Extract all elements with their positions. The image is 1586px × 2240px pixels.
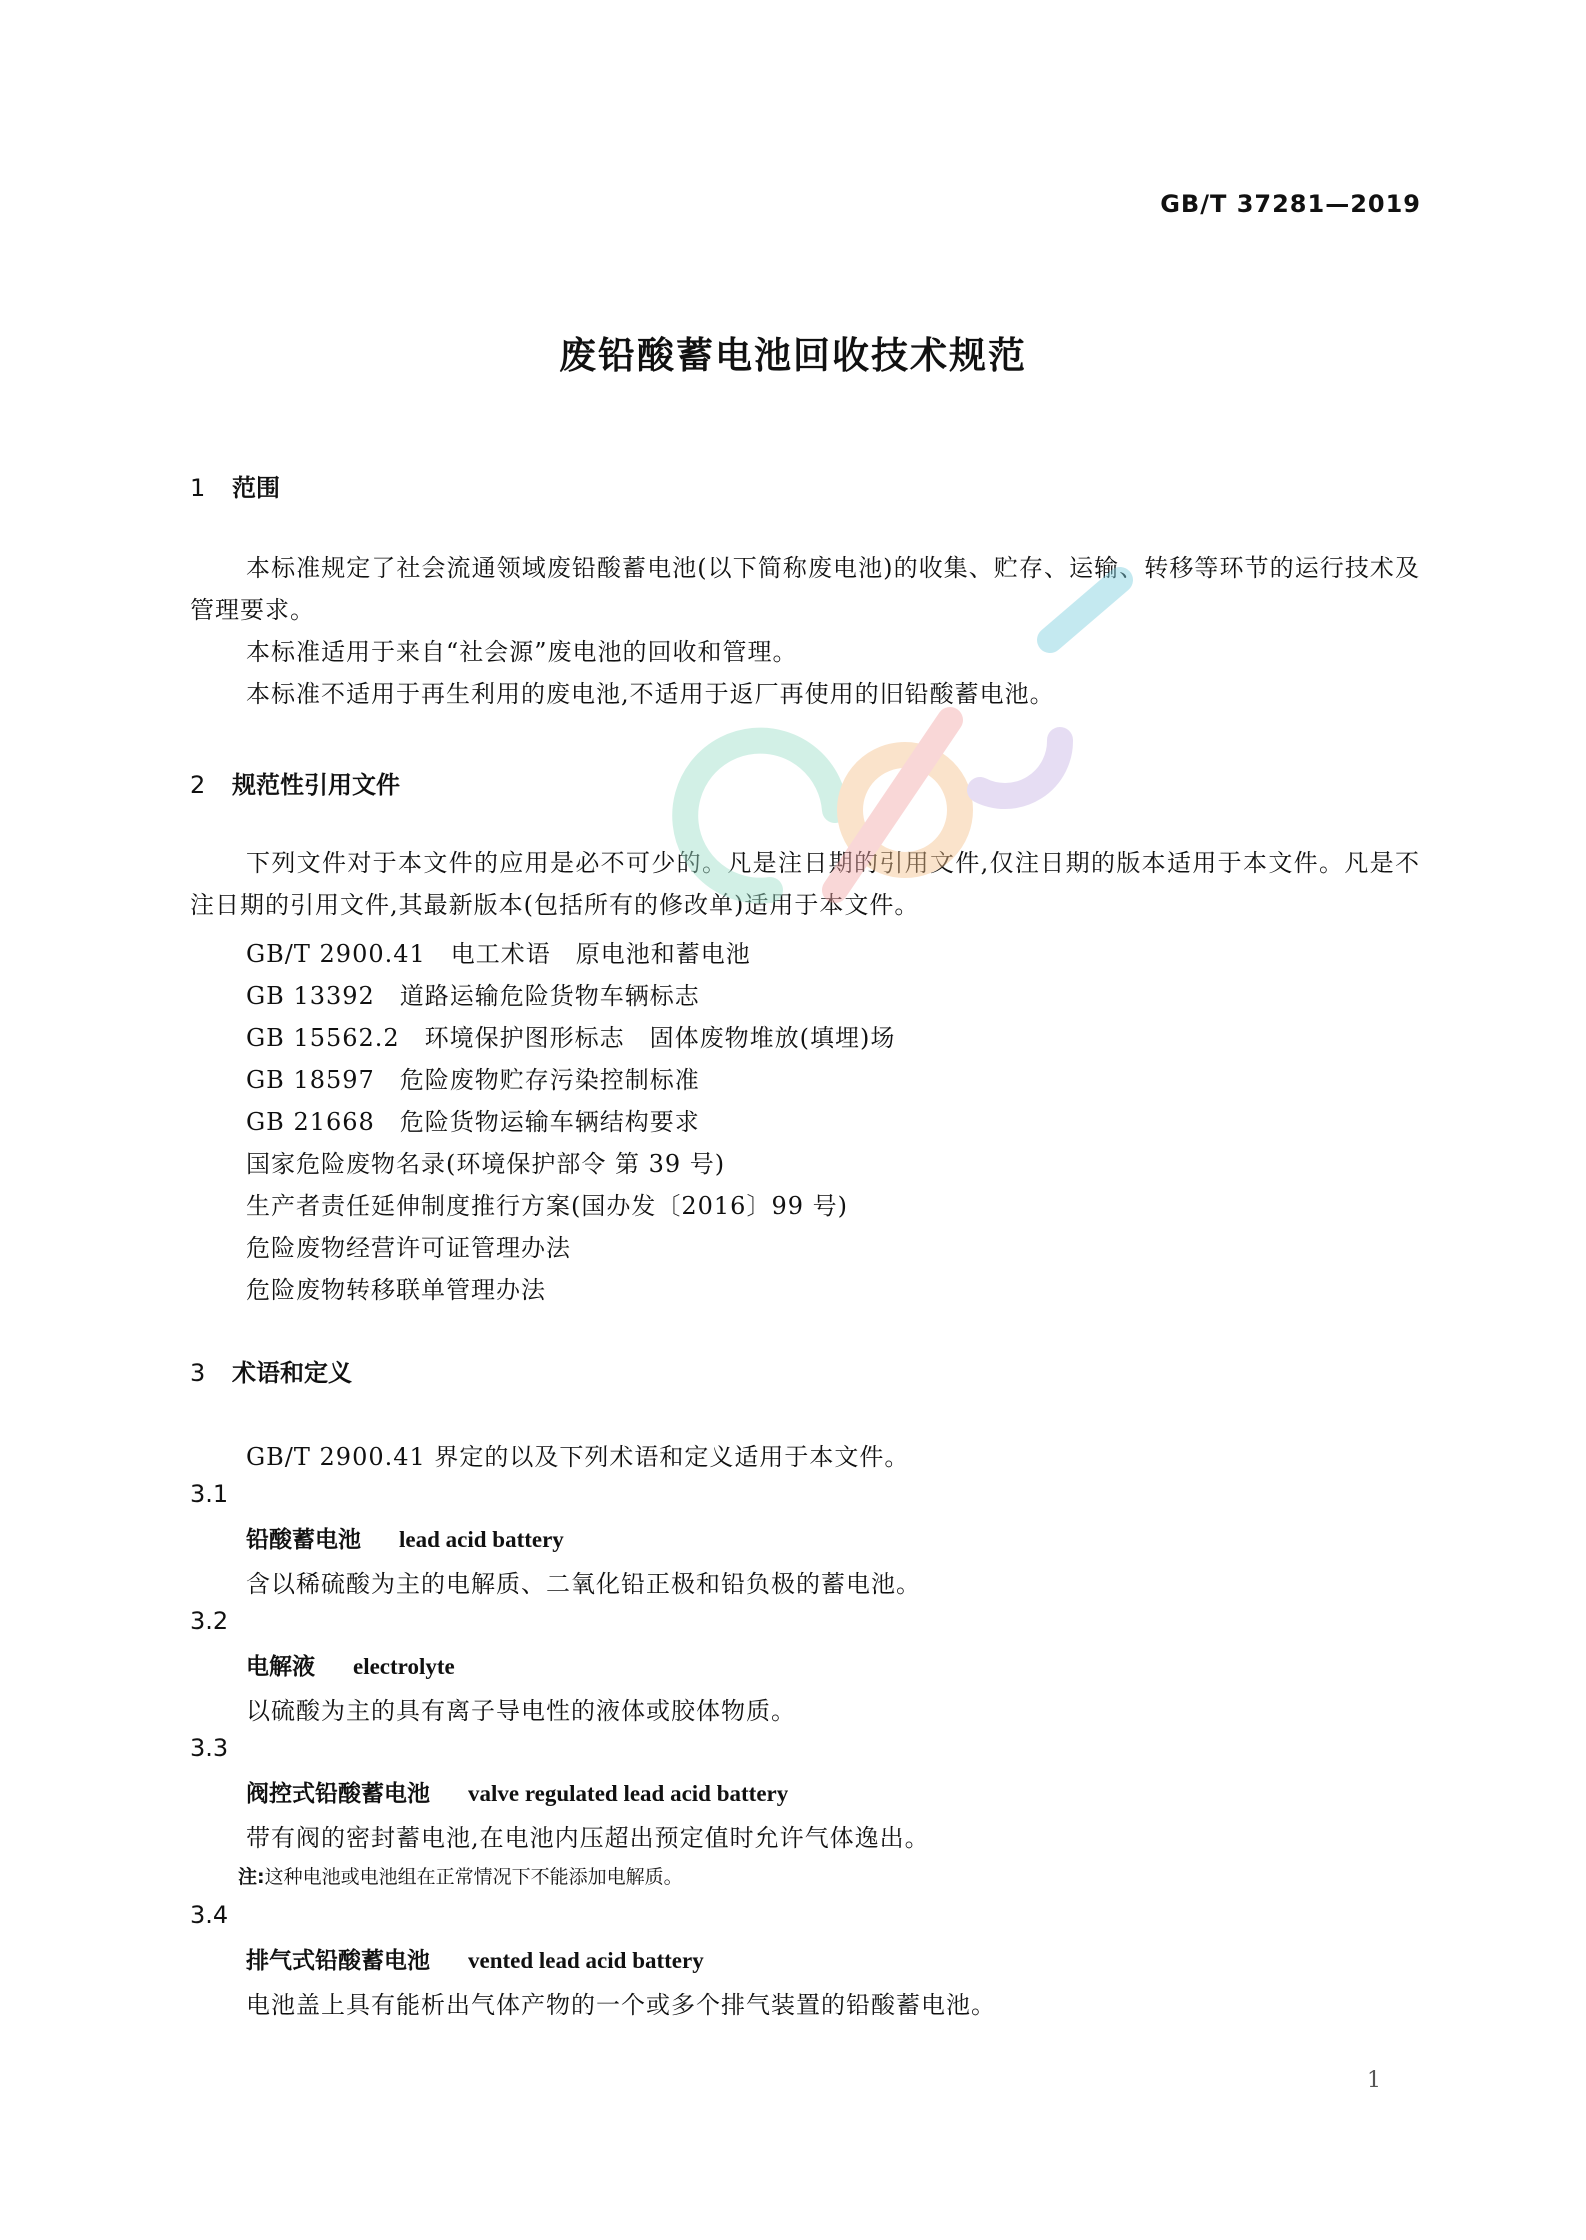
section-number: 1 — [190, 474, 206, 502]
reference-item: 危险废物经营许可证管理办法 — [246, 1234, 571, 1262]
section-3-heading — [190, 1353, 352, 1388]
reference-item: 生产者责任延伸制度推行方案(国办发〔2016〕99 号) — [246, 1192, 848, 1220]
term-chinese: 排气式铅酸蓄电池 — [246, 1948, 430, 1974]
reference-item: 国家危险废物名录(环境保护部令 第 39 号) — [246, 1150, 726, 1178]
term-chinese: 电解液 — [246, 1654, 315, 1680]
term-entry — [246, 1775, 788, 1808]
scope-paragraph-3: 本标准不适用于再生利用的废电池,不适用于返厂再使用的旧铅酸蓄电池。 — [246, 680, 1055, 708]
refs-intro-paragraph: 下列文件对于本文件的应用是必不可少的。凡是注日期的引用文件,仅注日期的版本适用于本文件。凡是不注日期的引用文件,其最新版本(包括所有的修改单)适用于本文件。 — [190, 849, 1420, 919]
term-definition: 以硫酸为主的具有离子导电性的液体或胶体物质。 — [246, 1697, 796, 1725]
term-entry — [246, 1521, 564, 1554]
term-entry — [246, 1942, 704, 1975]
scope-paragraph-1: 本标准规定了社会流通领域废铅酸蓄电池(以下简称废电池)的收集、贮存、运输、转移等环节的运行技术及管理要求。 — [190, 554, 1420, 624]
clause-number: 3.3 — [190, 1734, 229, 1762]
note-label: 注: — [238, 1866, 265, 1888]
reference-item: GB 21668 危险货物运输车辆结构要求 — [246, 1108, 700, 1136]
clause-number: 3.1 — [190, 1480, 229, 1508]
reference-item: GB 13392 道路运输危险货物车辆标志 — [246, 982, 700, 1010]
term-english: vented lead acid battery — [468, 1948, 704, 1973]
section-number: 2 — [190, 771, 206, 799]
clause-number: 3.2 — [190, 1607, 229, 1635]
term-entry — [246, 1648, 455, 1681]
section-title: 术语和定义 — [232, 1359, 352, 1387]
term-note — [238, 1862, 683, 1889]
reference-item: GB 15562.2 环境保护图形标志 固体废物堆放(填埋)场 — [246, 1024, 896, 1052]
term-english: electrolyte — [353, 1654, 455, 1679]
document-title: 废铅酸蓄电池回收技术规范 — [559, 334, 1027, 377]
note-text: 这种电池或电池组在正常情况下不能添加电解质。 — [264, 1866, 683, 1888]
section-number: 3 — [190, 1359, 206, 1387]
section-1-heading — [190, 468, 280, 503]
section-title: 规范性引用文件 — [232, 771, 400, 799]
term-chinese: 阀控式铅酸蓄电池 — [246, 1781, 430, 1807]
watermark-stroke-u — [980, 740, 1060, 796]
clause-number: 3.4 — [190, 1901, 229, 1929]
term-definition: 带有阀的密封蓄电池,在电池内压超出预定值时允许气体逸出。 — [246, 1824, 930, 1852]
terms-intro: GB/T 2900.41 界定的以及下列术语和定义适用于本文件。 — [246, 1443, 910, 1471]
scope-paragraph-2: 本标准适用于来自“社会源”废电池的回收和管理。 — [246, 638, 798, 666]
section-title: 范围 — [232, 474, 280, 502]
page-number: 1 — [1367, 2068, 1381, 2093]
section-2-heading — [190, 765, 400, 800]
reference-item: GB/T 2900.41 电工术语 原电池和蓄电池 — [246, 940, 751, 968]
term-chinese: 铅酸蓄电池 — [246, 1527, 361, 1553]
standard-number: GB/T 37281—2019 — [1160, 190, 1421, 218]
reference-item: GB 18597 危险废物贮存污染控制标准 — [246, 1066, 700, 1094]
term-english: valve regulated lead acid battery — [468, 1781, 789, 1806]
term-definition: 电池盖上具有能析出气体产物的一个或多个排气装置的铅酸蓄电池。 — [246, 1991, 996, 2019]
reference-item: 危险废物转移联单管理办法 — [246, 1276, 546, 1304]
term-english: lead acid battery — [399, 1527, 564, 1552]
term-definition: 含以稀硫酸为主的电解质、二氧化铅正极和铅负极的蓄电池。 — [246, 1570, 921, 1598]
